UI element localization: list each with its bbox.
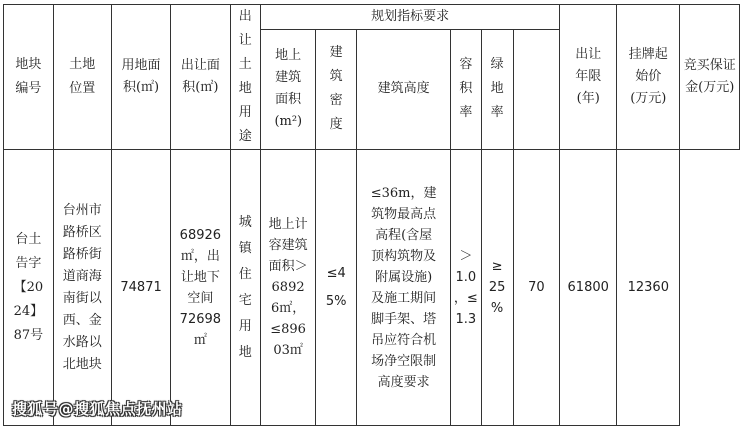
cell-plot-no: 台土告字【2024】87号 [4,150,54,426]
header-density: 建筑密度 [316,29,357,150]
header-transfer-area: 出让面积(㎡) [171,5,230,150]
table-row [4,150,740,426]
underground-area-unit: ㎡ [193,332,207,348]
cell-height: ≤36m，建筑物最高点高程(含屋顶构筑物及附属设施)及施工期间脚手架、塔吊应符合机场净空限制高度要求 [357,150,451,426]
green-op: ≥ [491,259,503,274]
far-sep: ，≤ [453,290,478,306]
header-floor-area: 地上建筑面积(m²) [261,29,316,150]
far-upper: 1.3 [455,311,477,327]
green-unit: % [490,301,504,316]
header-location: 土地位置 [53,5,111,150]
cell-land-area: 74871 [111,150,170,426]
header-land-area: 用地面积(㎡) [111,5,170,150]
green-value: 25 [488,280,506,295]
cell-transfer-area [171,150,230,426]
header-start-price: 挂牌起始价(万元) [617,5,680,150]
header-deposit: 竞买保证金(万元) [680,5,740,150]
header-land-use: 出让土地用途 [230,5,261,150]
cell-floor-area: 地上计容建筑面积＞68926㎡，≤89603㎡ [261,150,316,426]
cell-deposit: 12360 [617,150,680,426]
cell-location: 台州市路桥区路桥街道商海南街以西、金水路以北地块 [53,150,111,426]
header-term: 出让年限(年) [560,5,617,150]
cell-green-rate [481,150,513,426]
header-planning-group: 规划指标要求 [261,5,560,30]
header-height: 建筑高度 [357,29,451,150]
land-auction-table [3,4,740,426]
cell-term: 70 [513,150,560,426]
transfer-area-note: ㎡，出让地下空间 [180,248,220,306]
watermark-text: 搜狐号@搜狐焦点抚州站 [12,400,183,418]
transfer-area-value: 68926 [179,227,222,243]
cell-land-use: 城镇住宅用地 [230,150,261,426]
header-row [4,5,740,30]
header-far: 容积率 [451,29,482,150]
header-plot-no: 地块编号 [4,5,54,150]
cell-far [451,150,482,426]
far-lower: ＞1.0 [455,248,477,285]
cell-density: ≤45% [316,150,357,426]
header-green-rate: 绿地率 [481,29,513,150]
underground-area-value: 72698 [179,311,222,327]
cell-start-price: 61800 [560,150,617,426]
